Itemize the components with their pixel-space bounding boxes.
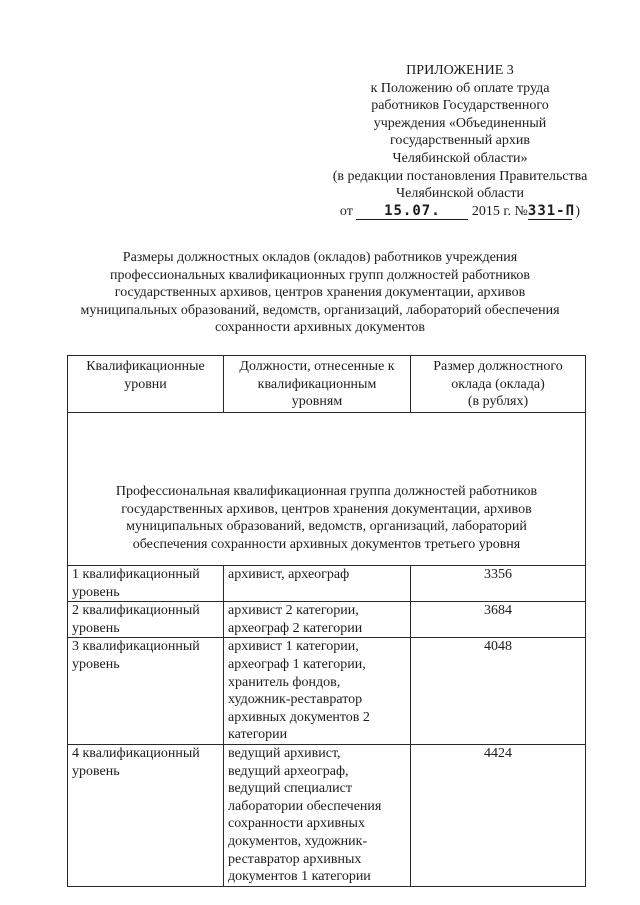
header-text: уровни bbox=[124, 376, 167, 392]
salary-table bbox=[67, 355, 586, 887]
level-text: уровень bbox=[72, 763, 120, 779]
level-text: уровень bbox=[72, 656, 120, 672]
year-text: 2015 г. № bbox=[471, 203, 528, 219]
group-title-cell bbox=[68, 413, 586, 566]
level-cell bbox=[68, 638, 224, 745]
position-text: архивных документов 2 bbox=[228, 709, 370, 725]
position-text: художник-реставратор bbox=[228, 692, 363, 708]
header-salary bbox=[411, 356, 586, 413]
appendix-line: (в редакции постановления Правительства bbox=[332, 168, 588, 184]
level-cell bbox=[68, 566, 224, 602]
header-positions bbox=[224, 356, 411, 413]
position-text: хранитель фондов, bbox=[228, 674, 341, 690]
closing-paren: ) bbox=[575, 203, 581, 219]
position-text: документов, художник- bbox=[228, 833, 368, 849]
header-text: квалификационным bbox=[257, 376, 377, 392]
position-text: архивист 1 категории, bbox=[228, 639, 359, 655]
group-title-line: государственных архивов, центров хранения документации, архивов bbox=[121, 501, 532, 517]
header-levels bbox=[68, 356, 224, 413]
position-text: лаборатории обеспечения bbox=[228, 798, 382, 814]
appendix-line: Челябинской области» bbox=[392, 150, 528, 166]
header-text: Должности, отнесенные к bbox=[239, 359, 395, 374]
date-prefix: от bbox=[339, 203, 353, 219]
title-line: Размеры должностных окладов (окладов) работников учреждения bbox=[122, 250, 518, 265]
table-row bbox=[68, 744, 586, 886]
positions-cell bbox=[224, 638, 411, 745]
header-text: оклада (оклада) bbox=[451, 376, 545, 392]
group-title-line: Профессиональная квалификационная группа должностей работников bbox=[115, 484, 538, 499]
position-text: ведущий архивист, bbox=[228, 745, 341, 761]
group-title-line: муниципальных образований, ведомств, организаций, лабораторий bbox=[126, 519, 527, 535]
position-text: реставратор архивных bbox=[228, 851, 362, 867]
salary-cell: 3356 bbox=[411, 566, 586, 602]
level-text: уровень bbox=[72, 620, 120, 636]
position-text: ведущий археограф, bbox=[228, 763, 349, 779]
resolution-date-line bbox=[300, 203, 620, 221]
level-cell bbox=[68, 602, 224, 638]
positions-cell bbox=[224, 602, 411, 638]
appendix-block bbox=[300, 62, 620, 220]
header-text: уровням bbox=[291, 394, 343, 410]
appendix-line: Челябинской области bbox=[396, 186, 524, 202]
table-header-row bbox=[68, 356, 586, 413]
appendix-line: работников Государственного bbox=[371, 98, 549, 114]
level-text: 2 квалификационный bbox=[72, 603, 200, 619]
position-text: архивист, археограф bbox=[228, 567, 350, 582]
appendix-line: к Положению об оплате труда bbox=[370, 80, 550, 96]
position-text: археограф 2 категории bbox=[228, 620, 363, 636]
position-text: ведущий специалист bbox=[228, 781, 352, 797]
appendix-line: государственный архив bbox=[390, 133, 530, 149]
header-text: (в рублях) bbox=[467, 394, 529, 410]
level-cell bbox=[68, 744, 224, 886]
resolution-date: 15.07. bbox=[356, 204, 468, 220]
salary-cell: 3684 bbox=[411, 602, 586, 638]
positions-cell bbox=[224, 744, 411, 886]
table-row bbox=[68, 566, 586, 602]
document-title bbox=[60, 249, 580, 337]
table-row bbox=[68, 638, 586, 745]
level-text: 4 квалификационный bbox=[72, 745, 200, 761]
salary-cell: 4424 bbox=[411, 744, 586, 886]
position-text: архивист 2 категории, bbox=[228, 603, 359, 619]
appendix-line: учреждения «Объединенный bbox=[373, 115, 547, 131]
table-row bbox=[68, 602, 586, 638]
position-text: археограф 1 категории, bbox=[228, 656, 366, 672]
position-text: категории bbox=[228, 727, 288, 743]
title-line: сохранности архивных документов bbox=[214, 320, 426, 336]
title-line: муниципальных образований, ведомств, организаций, лабораторий обеспечения bbox=[80, 302, 560, 318]
level-text: 1 квалификационный bbox=[72, 567, 200, 582]
salary-cell: 4048 bbox=[411, 638, 586, 745]
resolution-number: 331-П bbox=[527, 202, 576, 219]
position-text: документов 1 категории bbox=[228, 869, 371, 885]
group-title-line: обеспечения сохранности архивных документов третьего уровня bbox=[132, 536, 521, 552]
title-line: государственных архивов, центров хранения документации, архивов bbox=[114, 285, 526, 301]
level-text: 3 квалификационный bbox=[72, 639, 200, 655]
level-text: уровень bbox=[72, 584, 120, 600]
appendix-title: ПРИЛОЖЕНИЕ 3 bbox=[406, 63, 514, 78]
header-text: Квалификационные bbox=[86, 359, 205, 374]
title-line: профессиональных квалификационных групп должностей работников bbox=[110, 267, 530, 283]
group-row bbox=[68, 413, 586, 566]
header-text: Размер должностного bbox=[433, 359, 563, 374]
positions-cell bbox=[224, 566, 411, 602]
position-text: сохранности архивных bbox=[228, 816, 365, 832]
